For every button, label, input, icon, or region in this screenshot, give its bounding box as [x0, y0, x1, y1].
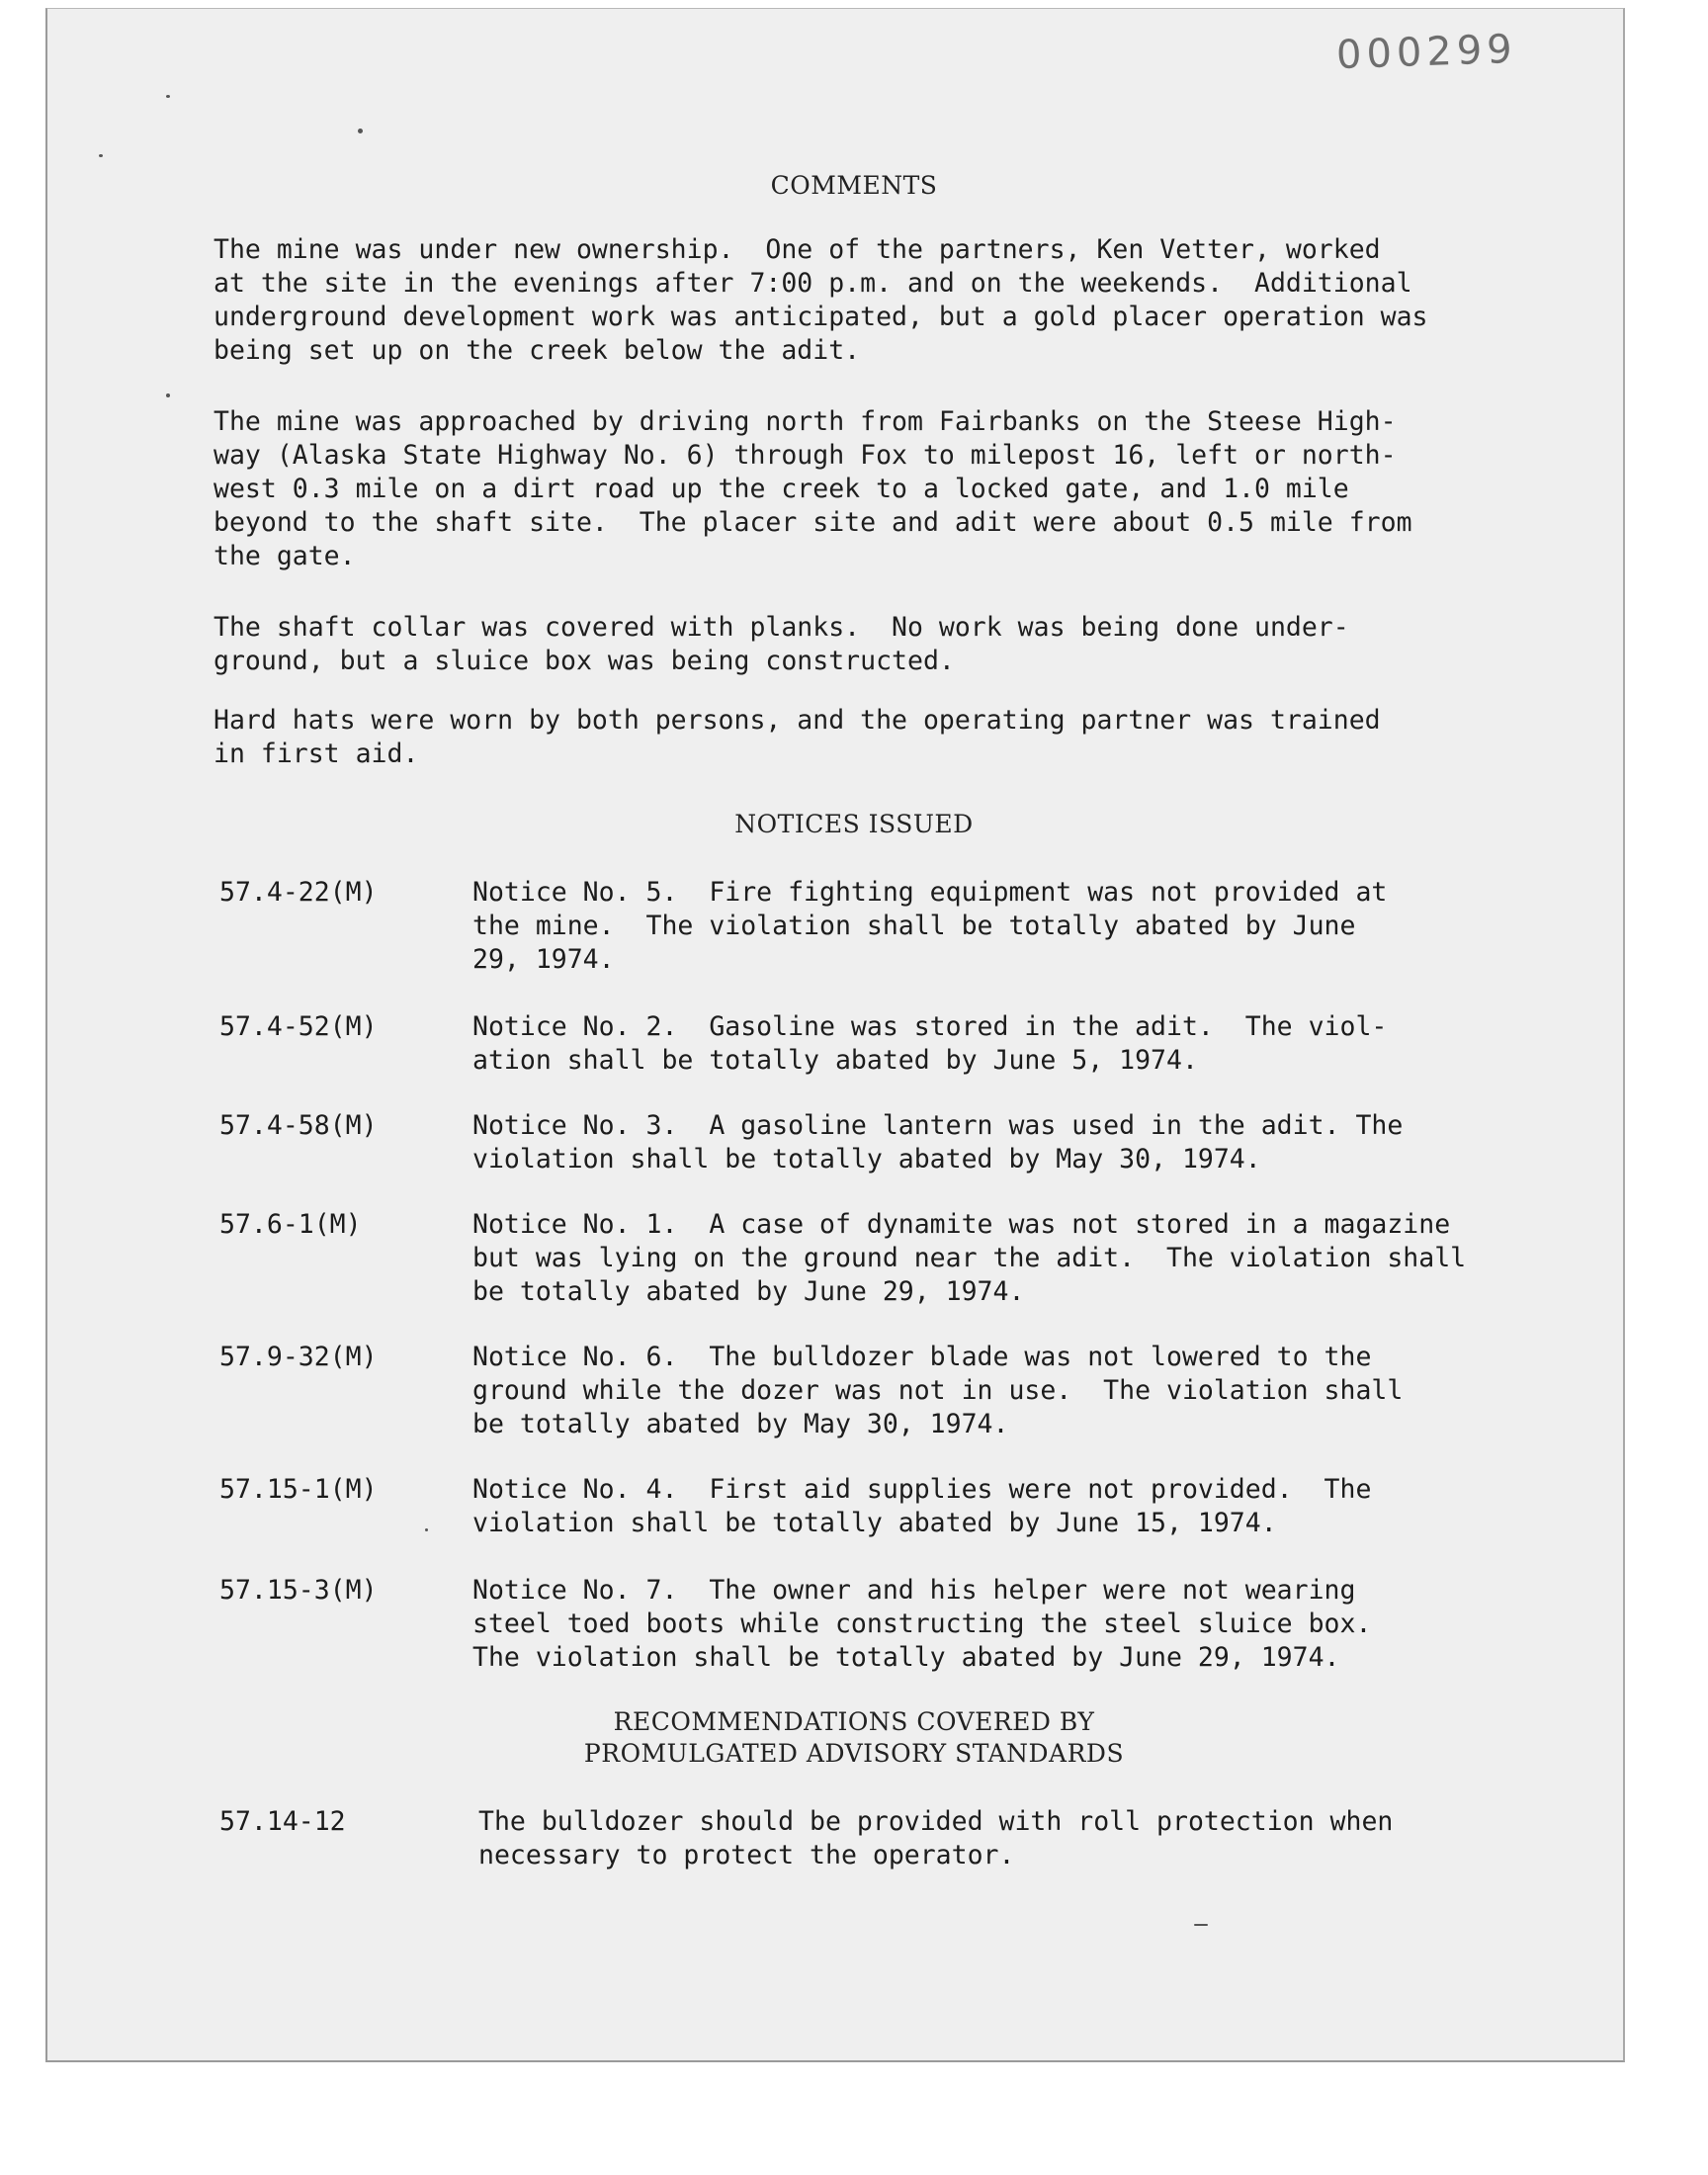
- recommendation-item: [219, 1805, 1544, 1914]
- scan-speck: [99, 154, 103, 157]
- notice-standard-code: 57.9-32(M): [219, 1342, 378, 1372]
- notice-item: [219, 1473, 1544, 1582]
- recommendations-heading-line2: PROMULGATED ADVISORY STANDARDS: [583, 1739, 1125, 1768]
- recommendation-text: The bulldozer should be provided with roll protection when necessary to protect the operator.: [478, 1806, 1394, 1870]
- recommendations-heading-line1: RECOMMENDATIONS COVERED BY: [613, 1707, 1095, 1736]
- notice-standard-code: 57.4-22(M): [219, 877, 378, 908]
- comments-paragraph-directions: The mine was approached by driving north from Fairbanks on the Steese High- way (Alaska State Highway No. 6) through Fox to milepost 16, left or north- west 0.3 mile on a dirt road up the creek to a locked gate, and 1.0 mile beyond to the shaft site. The placer site and adit were about 0.5 mile from the gate.: [214, 406, 1412, 571]
- page-number-stamp: 000299: [1335, 26, 1518, 79]
- notice-standard-code: 57.15-3(M): [219, 1575, 378, 1606]
- notice-text: Notice No. 4. First aid supplies were not provided. The violation shall be totally abated by June 15, 1974.: [472, 1474, 1372, 1538]
- comments-heading: COMMENTS: [770, 171, 938, 200]
- notice-text: Notice No. 6. The bulldozer blade was not lowered to the ground while the dozer was not in use. The violation shall be totally abated by May 30, 1974.: [472, 1342, 1404, 1439]
- notice-item: [219, 1010, 1544, 1119]
- notice-item: [219, 1341, 1544, 1449]
- notice-text: Notice No. 2. Gasoline was stored in the adit. The viol- ation shall be totally abated by June 5, 1974.: [472, 1011, 1388, 1076]
- comments-paragraph-ownership: The mine was under new ownership. One of the partners, Ken Vetter, worked at the site in the evenings after 7:00 p.m. and on the weekends. Additional underground development work was anticipated, but a gold placer operation was being set up on the creek below the adit.: [214, 234, 1428, 366]
- scan-speck: [166, 393, 170, 397]
- notice-text: Notice No. 7. The owner and his helper were not wearing steel toed boots while constructing the steel sluice box. The violation shall be totally abated by June 29, 1974.: [472, 1575, 1372, 1673]
- notice-text: Notice No. 1. A case of dynamite was not stored in a magazine but was lying on the ground near the adit. The violation shall be totally abated by June 29, 1974.: [472, 1209, 1467, 1307]
- notice-item: [219, 1109, 1544, 1218]
- notice-text: Notice No. 5. Fire fighting equipment was not provided at the mine. The violation shall be totally abated by June 29, 1974.: [472, 877, 1388, 975]
- scan-speck: [166, 95, 170, 98]
- scan-speck: [358, 129, 363, 133]
- notices-heading: NOTICES ISSUED: [734, 810, 974, 838]
- notice-standard-code: 57.4-52(M): [219, 1011, 378, 1042]
- scan-speck: [1194, 1924, 1208, 1926]
- notice-text: Notice No. 3. A gasoline lantern was used in the adit. The violation shall be totally abated by May 30, 1974.: [472, 1110, 1404, 1174]
- notice-standard-code: 57.4-58(M): [219, 1110, 378, 1141]
- scan-speck: [425, 1528, 428, 1531]
- notice-item: [219, 876, 1544, 985]
- comments-paragraph-safety: Hard hats were worn by both persons, and the operating partner was trained in first aid.: [214, 705, 1381, 769]
- notice-standard-code: 57.6-1(M): [219, 1209, 362, 1240]
- notice-standard-code: 57.15-1(M): [219, 1474, 378, 1505]
- comments-paragraph-shaft: The shaft collar was covered with planks. No work was being done under- ground, but a sluice box was being constructed.: [214, 612, 1349, 676]
- notice-item: [219, 1574, 1544, 1683]
- notice-item: [219, 1208, 1544, 1317]
- recommendation-standard-code: 57.14-12: [219, 1806, 346, 1837]
